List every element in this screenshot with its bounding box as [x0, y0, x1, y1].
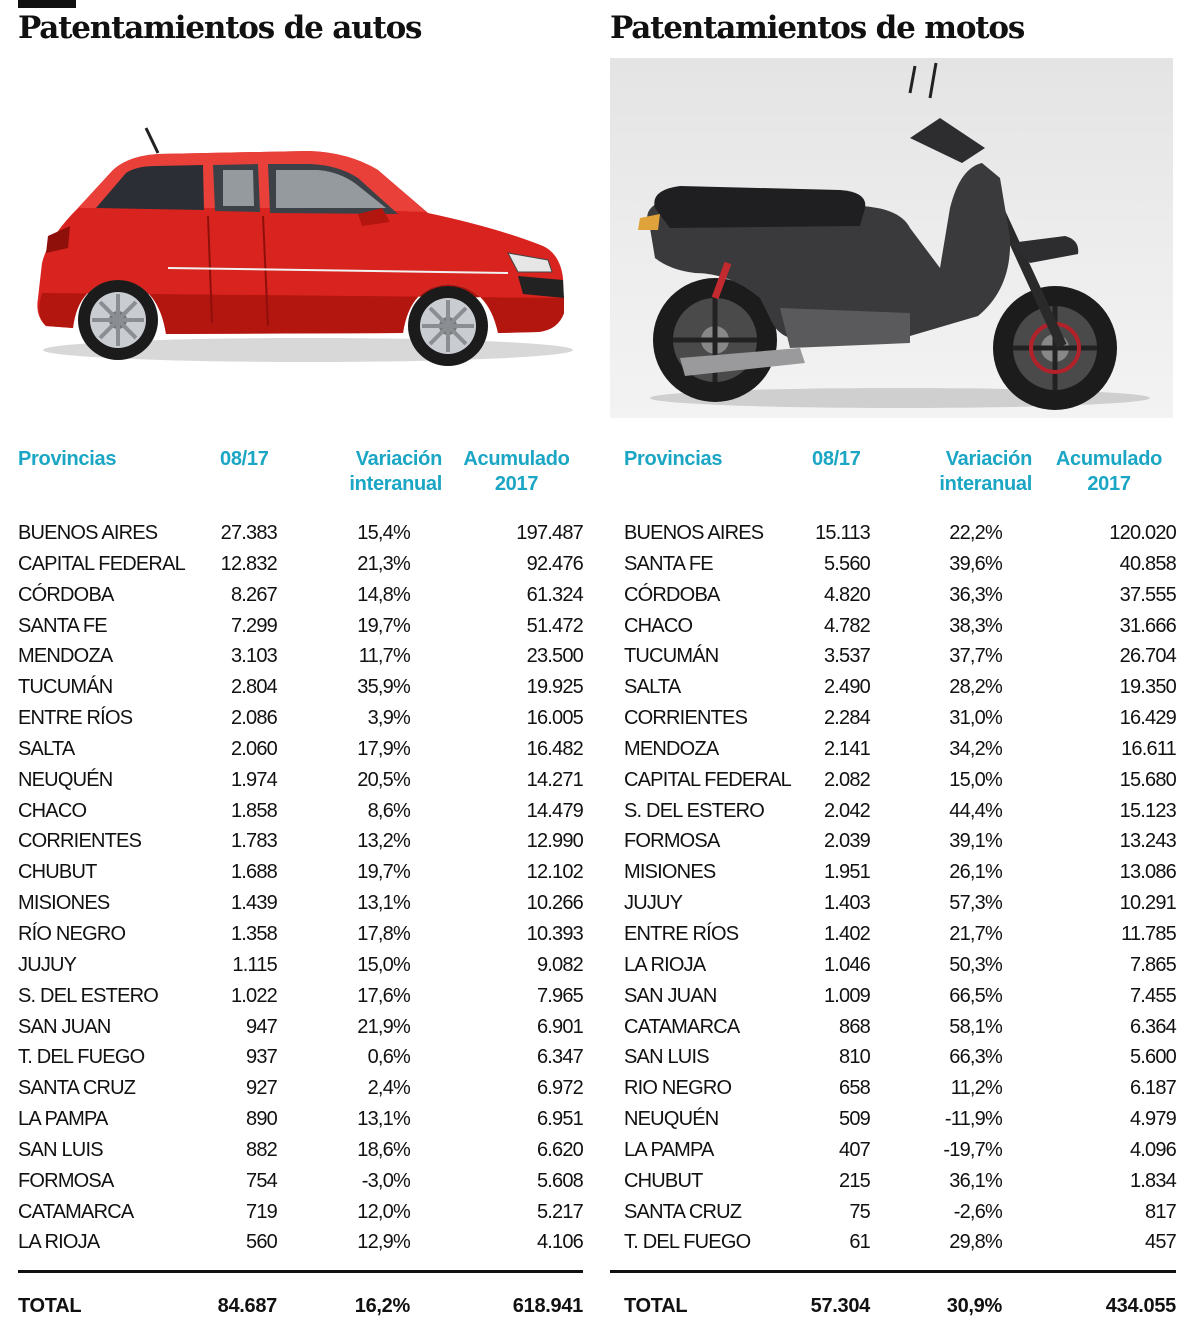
- black-moped-scooter-icon: [610, 58, 1173, 418]
- accumulated-cell: 16.005: [526, 707, 583, 730]
- province-cell: MENDOZA: [18, 645, 113, 668]
- car-photo: [18, 58, 578, 418]
- province-cell: SANTA CRUZ: [624, 1200, 742, 1223]
- accumulated-cell: 92.476: [526, 552, 583, 575]
- month-cell: 27.383: [220, 522, 277, 544]
- province-cell: CHUBUT: [18, 861, 97, 884]
- province-cell: S. DEL ESTERO: [18, 984, 159, 1007]
- province-cell: SAN LUIS: [624, 1046, 709, 1069]
- table-row: [610, 580, 1176, 611]
- table-row: [610, 518, 1176, 549]
- total-variation: 30,9%: [946, 1295, 1002, 1317]
- table-row: [18, 1135, 583, 1166]
- accumulated-cell: 5.217: [536, 1200, 583, 1223]
- month-cell: 1.402: [823, 922, 870, 945]
- province-cell: ENTRE RÍOS: [624, 922, 739, 945]
- autos-table-body: [18, 518, 583, 1258]
- month-cell: 2.082: [823, 768, 870, 791]
- variation-cell: 44,4%: [949, 799, 1002, 822]
- accumulated-cell: 6.620: [536, 1138, 583, 1161]
- accumulated-cell: 6.364: [1129, 1015, 1176, 1038]
- variation-cell: 0,6%: [367, 1046, 410, 1069]
- accumulated-cell: 817: [1145, 1200, 1176, 1223]
- autos-total-divider: [18, 1270, 583, 1273]
- province-cell: CHUBUT: [624, 1169, 703, 1192]
- variation-cell: 21,7%: [949, 922, 1002, 945]
- month-cell: 1.009: [823, 984, 870, 1007]
- variation-cell: 22,2%: [949, 522, 1002, 544]
- province-cell: JUJUY: [18, 953, 77, 976]
- table-row: [18, 888, 583, 919]
- month-cell: 1.403: [823, 892, 870, 915]
- table-row: [610, 1197, 1176, 1228]
- table-row: [610, 641, 1176, 672]
- variation-cell: 11,2%: [950, 1077, 1002, 1100]
- table-row: [18, 734, 583, 765]
- variation-cell: 66,3%: [949, 1046, 1002, 1069]
- month-cell: 2.141: [823, 737, 870, 760]
- province-cell: BUENOS AIRES: [18, 522, 158, 544]
- accumulated-cell: 23.500: [526, 645, 583, 668]
- province-cell: CATAMARCA: [624, 1015, 740, 1038]
- month-cell: 2.284: [823, 707, 870, 730]
- month-cell: 1.022: [230, 984, 277, 1007]
- province-cell: CAPITAL FEDERAL: [18, 552, 185, 575]
- month-cell: 2.490: [823, 676, 870, 699]
- table-row: [18, 672, 583, 703]
- table-row: [18, 1073, 583, 1104]
- province-cell: MISIONES: [624, 861, 716, 884]
- province-cell: BUENOS AIRES: [624, 522, 764, 544]
- header-variation-line1: Variación: [355, 448, 442, 470]
- province-cell: CATAMARCA: [18, 1200, 134, 1223]
- header-month: 08/17: [812, 448, 861, 470]
- month-cell: 1.439: [230, 892, 277, 915]
- table-row: [18, 1197, 583, 1228]
- header-province: Provincias: [18, 448, 117, 470]
- month-cell: 1.858: [230, 799, 277, 822]
- header-accumulated: [1042, 447, 1176, 497]
- variation-cell: 12,0%: [357, 1200, 410, 1223]
- motos-title: Patentamientos de motos: [610, 10, 1025, 46]
- province-cell: FORMOSA: [624, 830, 720, 853]
- variation-cell: 21,9%: [357, 1015, 410, 1038]
- month-cell: 2.060: [230, 737, 277, 760]
- table-row: [18, 796, 583, 827]
- accumulated-cell: 10.266: [526, 892, 583, 915]
- accumulated-cell: 16.611: [1121, 737, 1176, 760]
- variation-cell: 66,5%: [949, 984, 1002, 1007]
- variation-cell: 13,1%: [357, 1108, 410, 1131]
- month-cell: 754: [246, 1169, 277, 1192]
- table-row: [610, 1104, 1176, 1135]
- total-accumulated: 618.941: [512, 1295, 583, 1317]
- header-accumulated: [450, 447, 583, 497]
- header-variation: [912, 447, 1032, 497]
- month-cell: 7.299: [230, 614, 277, 637]
- province-cell: NEUQUÉN: [18, 768, 113, 791]
- table-row: [610, 734, 1176, 765]
- table-row: [610, 1135, 1176, 1166]
- province-cell: CÓRDOBA: [624, 583, 720, 606]
- table-row: [610, 981, 1176, 1012]
- province-cell: CAPITAL FEDERAL: [624, 768, 791, 791]
- corner-accent-bar: [18, 0, 76, 8]
- table-row: [610, 888, 1176, 919]
- header-accumulated-line2: 2017: [1087, 473, 1131, 495]
- table-row: [18, 518, 583, 549]
- month-cell: 1.783: [230, 830, 277, 853]
- month-cell: 2.042: [823, 799, 870, 822]
- accumulated-cell: 7.965: [536, 984, 583, 1007]
- variation-cell: 39,1%: [949, 830, 1002, 853]
- table-row: [18, 611, 583, 642]
- variation-cell: 34,2%: [949, 737, 1002, 760]
- variation-cell: 29,8%: [949, 1231, 1002, 1254]
- accumulated-cell: 51.472: [526, 614, 583, 637]
- table-row: [610, 672, 1176, 703]
- variation-cell: 36,1%: [949, 1169, 1002, 1192]
- header-province: Provincias: [624, 448, 723, 470]
- province-cell: LA RIOJA: [18, 1231, 100, 1254]
- province-cell: LA RIOJA: [624, 953, 706, 976]
- month-cell: 8.267: [230, 583, 277, 606]
- header-variation-line1: Variación: [945, 448, 1032, 470]
- accumulated-cell: 4.979: [1129, 1108, 1176, 1131]
- motos-table-header: [610, 445, 1176, 501]
- accumulated-cell: 4.106: [536, 1231, 583, 1254]
- province-cell: SANTA CRUZ: [18, 1077, 136, 1100]
- month-cell: 4.820: [823, 583, 870, 606]
- variation-cell: -19,7%: [943, 1138, 1002, 1161]
- province-cell: SAN JUAN: [18, 1015, 111, 1038]
- header-accumulated-line1: Acumulado: [463, 448, 570, 470]
- accumulated-cell: 26.704: [1119, 645, 1176, 668]
- accumulated-cell: 1.834: [1129, 1169, 1176, 1192]
- header-variation: [322, 447, 442, 497]
- variation-cell: 18,6%: [357, 1138, 410, 1161]
- variation-cell: 26,1%: [949, 861, 1002, 884]
- header-variation-line2: interanual: [939, 473, 1032, 495]
- table-row: [610, 1166, 1176, 1197]
- table-row: [610, 950, 1176, 981]
- accumulated-cell: 5.608: [536, 1169, 583, 1192]
- variation-cell: 17,9%: [357, 737, 410, 760]
- variation-cell: 39,6%: [949, 552, 1002, 575]
- month-cell: 2.039: [823, 830, 870, 853]
- month-cell: 1.974: [230, 768, 277, 791]
- table-row: [18, 580, 583, 611]
- accumulated-cell: 6.901: [536, 1015, 583, 1038]
- total-label: TOTAL: [624, 1295, 688, 1317]
- province-cell: CHACO: [624, 614, 693, 637]
- variation-cell: 8,6%: [367, 799, 410, 822]
- variation-cell: 3,9%: [367, 707, 410, 730]
- autos-title: Patentamientos de autos: [18, 10, 422, 46]
- table-row: [610, 1073, 1176, 1104]
- accumulated-cell: 6.187: [1129, 1077, 1176, 1100]
- motos-table-body: [610, 518, 1176, 1258]
- variation-cell: 58,1%: [949, 1015, 1002, 1038]
- province-cell: SANTA FE: [624, 552, 713, 575]
- province-cell: TUCUMÁN: [624, 645, 719, 668]
- accumulated-cell: 457: [1145, 1231, 1176, 1254]
- month-cell: 1.358: [230, 922, 277, 945]
- header-month: 08/17: [220, 448, 269, 470]
- variation-cell: -3,0%: [361, 1169, 410, 1192]
- accumulated-cell: 4.096: [1129, 1138, 1176, 1161]
- province-cell: RIO NEGRO: [624, 1077, 732, 1100]
- variation-cell: 11,7%: [358, 645, 410, 668]
- province-cell: SAN JUAN: [624, 984, 717, 1007]
- accumulated-cell: 31.666: [1119, 614, 1176, 637]
- accumulated-cell: 16.429: [1119, 707, 1176, 730]
- accumulated-cell: 10.393: [526, 922, 583, 945]
- month-cell: 890: [246, 1108, 277, 1131]
- province-cell: LA PAMPA: [18, 1108, 108, 1131]
- variation-cell: 20,5%: [357, 768, 410, 791]
- table-row: [610, 796, 1176, 827]
- variation-cell: 19,7%: [357, 614, 410, 637]
- table-row: [18, 1104, 583, 1135]
- table-row: [18, 765, 583, 796]
- month-cell: 1.115: [232, 953, 277, 976]
- province-cell: SAN LUIS: [18, 1138, 103, 1161]
- month-cell: 15.113: [815, 522, 870, 544]
- province-cell: CHACO: [18, 799, 87, 822]
- accumulated-cell: 13.243: [1119, 830, 1176, 853]
- accumulated-cell: 9.082: [536, 953, 583, 976]
- table-row: [610, 611, 1176, 642]
- table-row: [610, 549, 1176, 580]
- month-cell: 3.537: [823, 645, 870, 668]
- month-cell: 2.086: [230, 707, 277, 730]
- month-cell: 407: [839, 1138, 870, 1161]
- accumulated-cell: 14.479: [526, 799, 583, 822]
- month-cell: 560: [246, 1231, 277, 1254]
- header-variation-line2: interanual: [349, 473, 442, 495]
- autos-table-header: [18, 445, 583, 501]
- province-cell: S. DEL ESTERO: [624, 799, 765, 822]
- accumulated-cell: 12.990: [526, 830, 583, 853]
- province-cell: LA PAMPA: [624, 1138, 714, 1161]
- month-cell: 509: [839, 1108, 870, 1131]
- province-cell: TUCUMÁN: [18, 676, 113, 699]
- month-cell: 75: [849, 1200, 870, 1223]
- header-accumulated-line2: 2017: [494, 473, 539, 495]
- total-variation: 16,2%: [354, 1295, 410, 1317]
- month-cell: 1.046: [823, 953, 870, 976]
- variation-cell: 35,9%: [357, 676, 410, 699]
- accumulated-cell: 15.123: [1119, 799, 1176, 822]
- accumulated-cell: 16.482: [526, 737, 583, 760]
- red-hatchback-car-icon: [18, 58, 578, 418]
- province-cell: T. DEL FUEGO: [624, 1231, 751, 1254]
- accumulated-cell: 5.600: [1129, 1046, 1176, 1069]
- province-cell: FORMOSA: [18, 1169, 114, 1192]
- accumulated-cell: 15.680: [1119, 768, 1176, 791]
- motos-total-divider: [610, 1270, 1176, 1273]
- province-cell: SANTA FE: [18, 614, 107, 637]
- table-row: [18, 826, 583, 857]
- accumulated-cell: 13.086: [1119, 861, 1176, 884]
- total-accumulated: 434.055: [1105, 1295, 1176, 1317]
- accumulated-cell: 40.858: [1119, 552, 1176, 575]
- table-row: [18, 857, 583, 888]
- variation-cell: 15,4%: [357, 522, 410, 544]
- province-cell: T. DEL FUEGO: [18, 1046, 145, 1069]
- accumulated-cell: 19.925: [526, 676, 583, 699]
- variation-cell: 21,3%: [357, 552, 410, 575]
- table-row: [610, 826, 1176, 857]
- province-cell: CORRIENTES: [624, 707, 748, 730]
- variation-cell: 31,0%: [949, 707, 1002, 730]
- province-cell: MISIONES: [18, 892, 110, 915]
- accumulated-cell: 10.291: [1119, 892, 1176, 915]
- table-row: [18, 1012, 583, 1043]
- month-cell: 61: [849, 1231, 870, 1254]
- header-accumulated-line1: Acumulado: [1055, 448, 1163, 470]
- month-cell: 4.782: [823, 614, 870, 637]
- table-row: [610, 765, 1176, 796]
- month-cell: 719: [246, 1200, 277, 1223]
- total-month: 57.304: [810, 1295, 870, 1317]
- table-row: [610, 1227, 1176, 1258]
- variation-cell: 13,2%: [357, 830, 410, 853]
- accumulated-cell: 14.271: [526, 768, 583, 791]
- month-cell: 3.103: [230, 645, 277, 668]
- province-cell: RÍO NEGRO: [18, 922, 126, 945]
- month-cell: 868: [839, 1015, 870, 1038]
- month-cell: 1.951: [823, 861, 870, 884]
- variation-cell: 14,8%: [357, 583, 410, 606]
- variation-cell: 17,8%: [357, 922, 410, 945]
- table-row: [610, 703, 1176, 734]
- accumulated-cell: 6.347: [536, 1046, 583, 1069]
- accumulated-cell: 11.785: [1121, 922, 1176, 945]
- variation-cell: 37,7%: [949, 645, 1002, 668]
- province-cell: MENDOZA: [624, 737, 719, 760]
- table-row: [18, 703, 583, 734]
- table-row: [18, 549, 583, 580]
- variation-cell: 50,3%: [949, 953, 1002, 976]
- variation-cell: -2,6%: [953, 1200, 1002, 1223]
- table-row: [18, 1227, 583, 1258]
- table-row: [610, 1012, 1176, 1043]
- province-cell: SALTA: [18, 737, 75, 760]
- month-cell: 215: [839, 1169, 870, 1192]
- table-row: [610, 919, 1176, 950]
- accumulated-cell: 7.865: [1129, 953, 1176, 976]
- table-row: [18, 950, 583, 981]
- variation-cell: 19,7%: [357, 861, 410, 884]
- month-cell: 658: [839, 1077, 870, 1100]
- autos-total-row: [18, 1291, 583, 1321]
- accumulated-cell: 61.324: [526, 583, 583, 606]
- accumulated-cell: 12.102: [526, 861, 583, 884]
- month-cell: 927: [246, 1077, 277, 1100]
- province-cell: NEUQUÉN: [624, 1108, 719, 1131]
- total-month: 84.687: [217, 1295, 277, 1317]
- province-cell: SALTA: [624, 676, 681, 699]
- table-row: [18, 1166, 583, 1197]
- accumulated-cell: 6.951: [536, 1108, 583, 1131]
- variation-cell: 28,2%: [949, 676, 1002, 699]
- moto-photo: [610, 58, 1173, 418]
- variation-cell: 2,4%: [367, 1077, 410, 1100]
- accumulated-cell: 7.455: [1129, 984, 1176, 1007]
- variation-cell: 36,3%: [949, 583, 1002, 606]
- month-cell: 5.560: [823, 552, 870, 575]
- variation-cell: 13,1%: [357, 892, 410, 915]
- variation-cell: 38,3%: [949, 614, 1002, 637]
- month-cell: 810: [839, 1046, 870, 1069]
- month-cell: 2.804: [230, 676, 277, 699]
- table-row: [610, 857, 1176, 888]
- table-row: [18, 919, 583, 950]
- table-row: [18, 1042, 583, 1073]
- month-cell: 947: [246, 1015, 277, 1038]
- variation-cell: 12,9%: [357, 1231, 410, 1254]
- variation-cell: 15,0%: [949, 768, 1002, 791]
- province-cell: CORRIENTES: [18, 830, 142, 853]
- variation-cell: 17,6%: [357, 984, 410, 1007]
- month-cell: 937: [246, 1046, 277, 1069]
- province-cell: CÓRDOBA: [18, 583, 114, 606]
- motos-total-row: [610, 1291, 1176, 1321]
- province-cell: ENTRE RÍOS: [18, 707, 133, 730]
- accumulated-cell: 19.350: [1119, 676, 1176, 699]
- variation-cell: 15,0%: [357, 953, 410, 976]
- month-cell: 882: [246, 1138, 277, 1161]
- total-label: TOTAL: [18, 1295, 82, 1317]
- month-cell: 12.832: [220, 552, 277, 575]
- variation-cell: 57,3%: [949, 892, 1002, 915]
- accumulated-cell: 37.555: [1119, 583, 1176, 606]
- province-cell: JUJUY: [624, 892, 683, 915]
- accumulated-cell: 120.020: [1109, 522, 1176, 544]
- table-row: [18, 981, 583, 1012]
- accumulated-cell: 6.972: [536, 1077, 583, 1100]
- table-row: [18, 641, 583, 672]
- month-cell: 1.688: [230, 861, 277, 884]
- table-row: [610, 1042, 1176, 1073]
- accumulated-cell: 197.487: [516, 522, 583, 544]
- variation-cell: -11,9%: [944, 1108, 1002, 1131]
